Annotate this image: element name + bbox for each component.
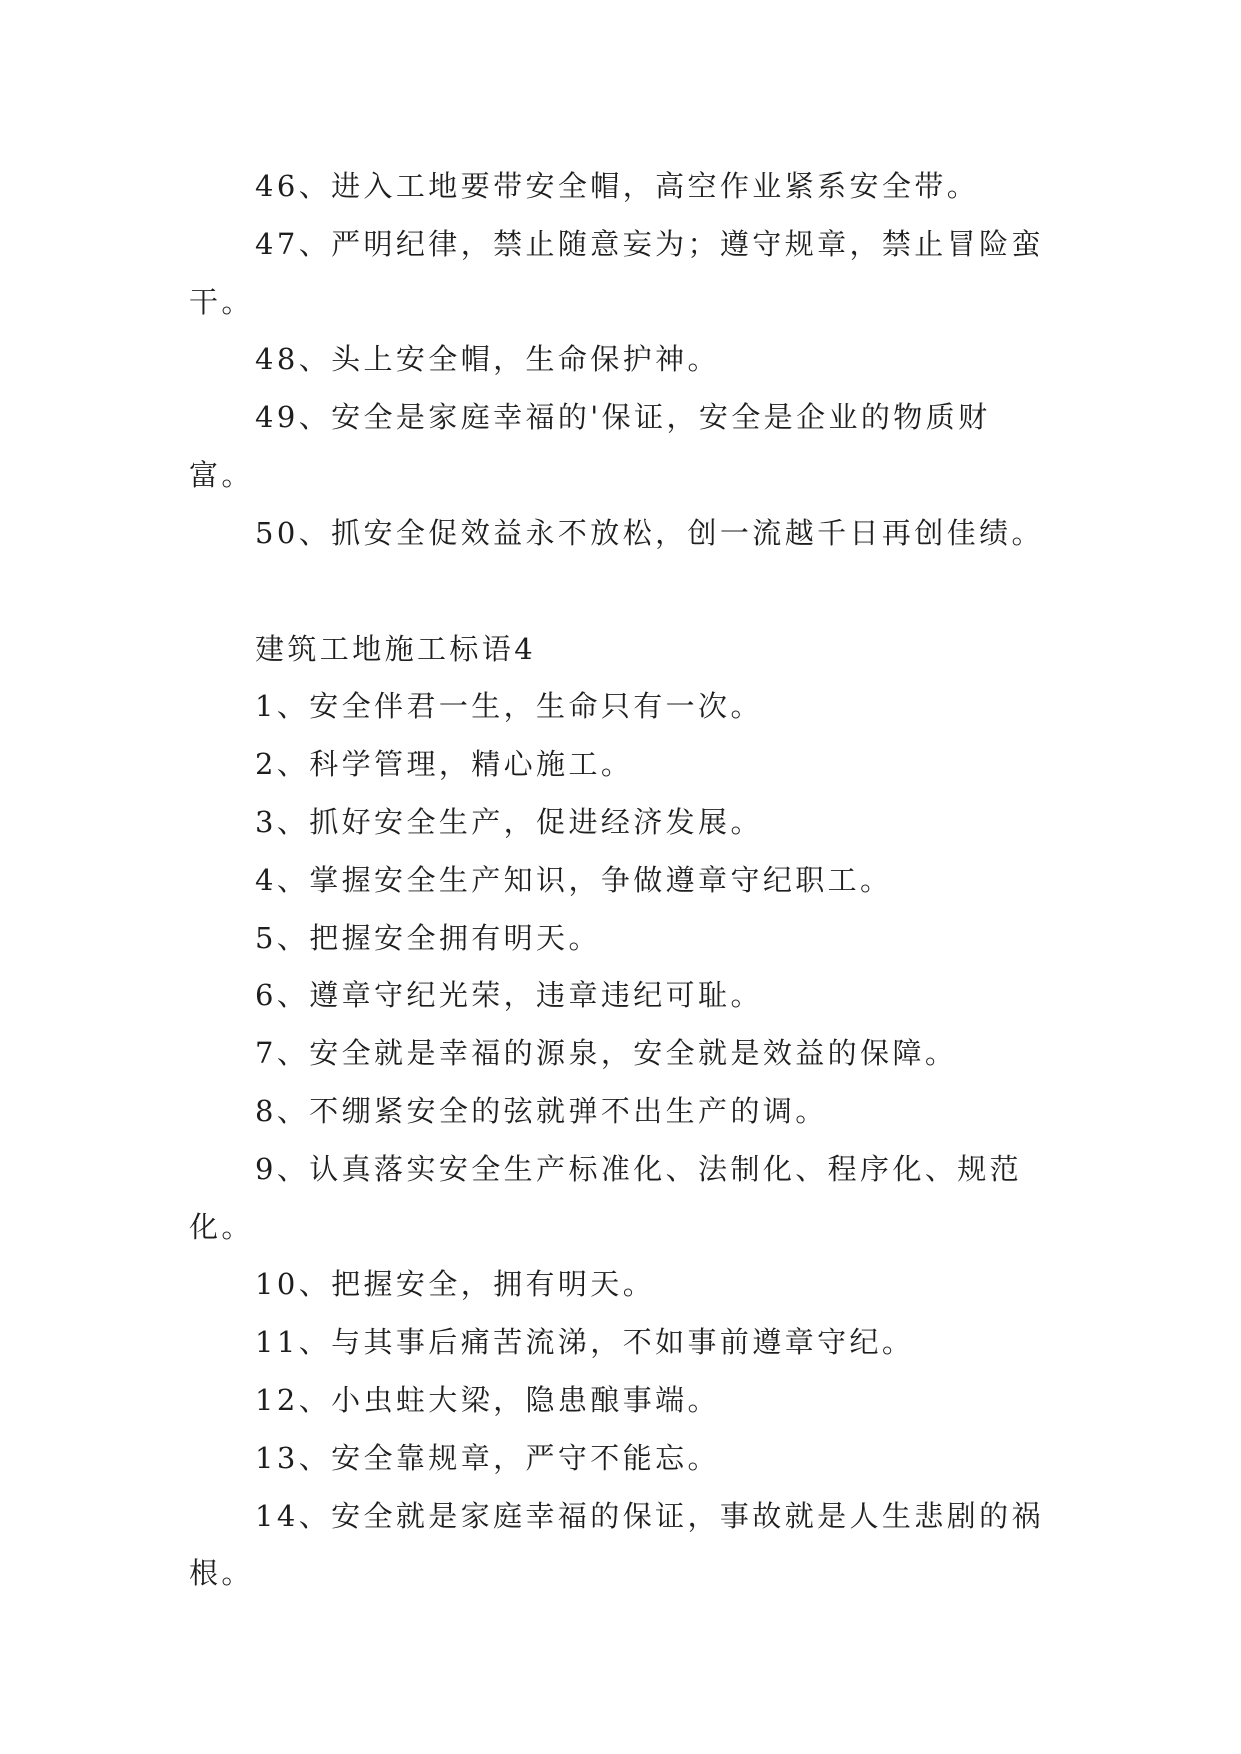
slogan-47: 47、严明纪律，禁止随意妄为；遵守规章，禁止冒险蛮干。 (189, 226, 1044, 319)
slogan-48: 48、头上安全帽，生命保护神。 (255, 342, 720, 377)
slogan-8: 8、不绷紧安全的弦就弹不出生产的调。 (255, 1093, 828, 1128)
slogan-13: 13、安全靠规章，严守不能忘。 (255, 1440, 720, 1475)
slogan-11: 11、与其事后痛苦流涕，不如事前遵章守纪。 (255, 1325, 915, 1360)
slogan-4: 4、掌握安全生产知识，争做遵章守纪职工。 (255, 862, 893, 897)
slogan-14: 14、安全就是家庭幸福的保证，事故就是人生悲剧的祸根。 (189, 1498, 1044, 1591)
slogan-1: 1、安全伴君一生，生命只有一次。 (255, 689, 763, 724)
slogan-3: 3、抓好安全生产，促进经济发展。 (255, 804, 763, 839)
slogan-49: 49、安全是家庭幸福的'保证，安全是企业的物质财富。 (189, 400, 991, 492)
slogan-9: 9、认真落实安全生产标准化、法制化、程序化、规范化。 (189, 1151, 1023, 1244)
slogan-46: 46、进入工地要带安全帽，高空作业紧系安全带。 (255, 169, 980, 203)
slogan-12: 12、小虫蛀大梁，隐患酿事端。 (255, 1382, 720, 1417)
slogan-7: 7、安全就是幸福的源泉，安全就是效益的保障。 (255, 1036, 958, 1071)
document-body (189, 158, 1051, 1603)
slogan-2: 2、科学管理，精心施工。 (255, 747, 634, 782)
section-spacer (189, 563, 1051, 621)
slogan-5: 5、把握安全拥有明天。 (255, 920, 601, 955)
slogan-50: 50、抓安全促效益永不放松，创一流越千日再创佳绩。 (255, 515, 1044, 550)
slogan-6: 6、遵章守纪光荣，违章违纪可耻。 (255, 978, 763, 1013)
section-heading: 建筑工地施工标语4 (255, 631, 537, 666)
slogan-10: 10、把握安全，拥有明天。 (255, 1267, 656, 1302)
